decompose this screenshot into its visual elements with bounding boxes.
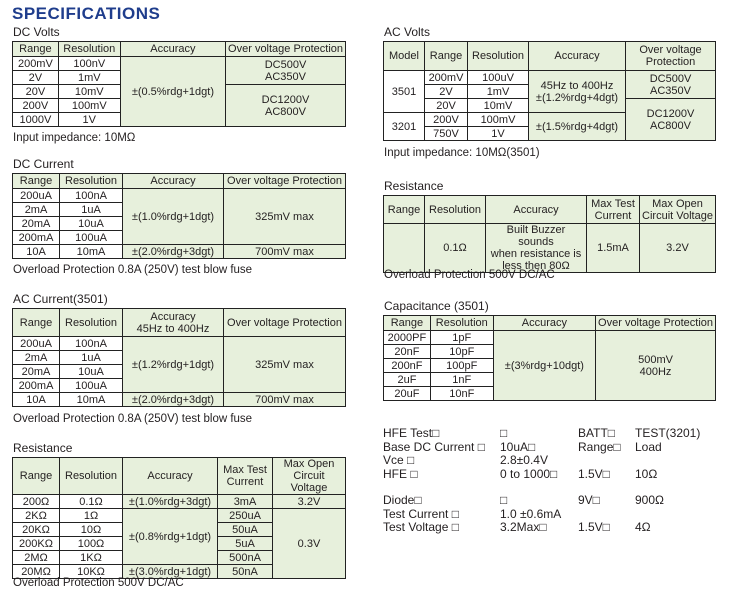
resolution-cell: 100uA bbox=[60, 231, 123, 245]
page-title: SPECIFICATIONS bbox=[12, 4, 161, 23]
ac-volts-table bbox=[383, 41, 716, 141]
dc-volts-table bbox=[12, 41, 346, 127]
hfe-test-label: HFE Test□ bbox=[383, 426, 440, 440]
accuracy-cell: ±(3%rdg+10dgt) bbox=[493, 331, 595, 401]
accuracy-cell: ±(1.2%rdg+1dgt) bbox=[123, 337, 224, 393]
overvoltage-cell: 500mV 400Hz bbox=[596, 331, 716, 401]
range-cell: 10A bbox=[13, 393, 60, 407]
test-current-label: Test Current □ bbox=[383, 506, 459, 521]
range-cell: 2mA bbox=[13, 203, 60, 217]
resolution-cell: 1pF bbox=[430, 331, 493, 345]
current-cell: 5uA bbox=[218, 537, 273, 551]
current-cell: 500nA bbox=[218, 551, 273, 565]
range-cell: 2V bbox=[425, 85, 468, 99]
resolution-cell: 1KΩ bbox=[60, 551, 123, 565]
resolution-cell: 10uA bbox=[60, 217, 123, 231]
resolution-cell: 1V bbox=[58, 113, 120, 127]
header-overvoltage: Over voltage Protection bbox=[224, 174, 346, 189]
range-cell: 200mV bbox=[13, 57, 59, 71]
header-resolution: Resolution bbox=[430, 316, 493, 331]
range-cell: 20MΩ bbox=[13, 565, 60, 579]
range-cell: 2V bbox=[13, 71, 59, 85]
header-max-test-current: Max Test Current bbox=[218, 458, 273, 495]
dc-volts-heading: DC Volts bbox=[13, 25, 60, 39]
resistance-buzzer-table bbox=[383, 195, 716, 273]
accuracy-cell: 45Hz to 400Hz ±(1.2%rdg+4dgt) bbox=[529, 71, 626, 113]
header-model: Model bbox=[384, 42, 425, 71]
header-accuracy: Accuracy bbox=[529, 42, 626, 71]
overvoltage-cell: 325mV max bbox=[224, 337, 346, 393]
accuracy-cell: ±(1.0%rdg+3dgt) bbox=[123, 495, 218, 509]
resolution-cell: 100pF bbox=[430, 359, 493, 373]
accuracy-cell: ±(1.0%rdg+1dgt) bbox=[123, 189, 224, 245]
header-accuracy: Accuracy bbox=[123, 458, 218, 495]
header-resolution: Resolution bbox=[60, 458, 123, 495]
range-cell: 2uF bbox=[384, 373, 431, 387]
overvoltage-cell: 700mV max bbox=[224, 393, 346, 407]
capacitance-heading: Capacitance (3501) bbox=[384, 299, 489, 313]
header-accuracy: Accuracy bbox=[493, 316, 595, 331]
table-row bbox=[13, 495, 346, 509]
hfe-value: 0 to 1000□ bbox=[500, 466, 558, 481]
hfe-test-value: □ bbox=[500, 426, 508, 440]
resolution-cell: 1uA bbox=[60, 203, 123, 217]
range-cell: 2MΩ bbox=[13, 551, 60, 565]
ac-current-heading: AC Current(3501) bbox=[13, 292, 108, 306]
resolution-cell: 0.1Ω bbox=[60, 495, 123, 509]
ac-volts-note: Input impedance: 10MΩ(3501) bbox=[384, 147, 540, 159]
range-cell: 20V bbox=[13, 85, 59, 99]
resolution-cell: 10mA bbox=[60, 393, 123, 407]
resolution-cell: 1nF bbox=[430, 373, 493, 387]
resistance-table bbox=[12, 457, 346, 579]
overvoltage-cell: DC1200V AC800V bbox=[626, 99, 716, 141]
resolution-cell: 10mV bbox=[468, 99, 529, 113]
header-range: Range bbox=[384, 196, 425, 224]
voltage-cell: 0.3V bbox=[273, 509, 346, 579]
resolution-cell: 100mV bbox=[468, 113, 529, 127]
header-resolution: Resolution bbox=[58, 42, 120, 57]
header-max-test-current: Max Test Current bbox=[587, 196, 640, 224]
table-row bbox=[13, 189, 346, 203]
resolution-cell: 100uA bbox=[60, 379, 123, 393]
range-cell: 200mV bbox=[425, 71, 468, 85]
resolution-cell: 100mV bbox=[58, 99, 120, 113]
resolution-cell: 10KΩ bbox=[60, 565, 123, 579]
range-cell: 200V bbox=[425, 113, 468, 127]
header-resolution: Resolution bbox=[468, 42, 529, 71]
range-cell: 200uA bbox=[13, 189, 60, 203]
overvoltage-cell: DC500V AC350V bbox=[626, 71, 716, 99]
dc-current-table bbox=[12, 173, 346, 259]
resolution-cell: 1uA bbox=[60, 351, 123, 365]
accuracy-cell: ±(3.0%rdg+1dgt) bbox=[123, 565, 218, 579]
hfe-label: HFE □ bbox=[383, 466, 418, 481]
header-range: Range bbox=[13, 309, 60, 337]
ac-current-table bbox=[12, 308, 346, 407]
load-label: Load bbox=[635, 439, 662, 454]
resistance-buzzer-heading: Resistance bbox=[384, 179, 444, 193]
resolution-cell: 0.1Ω bbox=[425, 224, 486, 273]
resolution-cell: 10uA bbox=[60, 365, 123, 379]
range-cell: 20mA bbox=[13, 217, 60, 231]
header-accuracy: Accuracy 45Hz to 400Hz bbox=[123, 309, 224, 337]
resolution-cell: 1V bbox=[468, 127, 529, 141]
diode-load: 900Ω bbox=[635, 493, 664, 507]
test-current-value: 1.0 ±0.6mA bbox=[500, 506, 562, 521]
vce-label: Vce □ bbox=[383, 453, 415, 467]
accuracy-cell: ±(2.0%rdg+3dgt) bbox=[123, 245, 224, 259]
resolution-cell: 100nA bbox=[60, 337, 123, 351]
range-cell: 20KΩ bbox=[13, 523, 60, 537]
hfe-load: 10Ω bbox=[635, 466, 658, 481]
resolution-cell: 1Ω bbox=[60, 509, 123, 523]
resolution-cell: 10mA bbox=[60, 245, 123, 259]
test-voltage-label: Test Voltage □ bbox=[383, 520, 459, 534]
model-cell: 3201 bbox=[384, 113, 425, 141]
range-label: Range□ bbox=[578, 439, 621, 454]
table-row bbox=[13, 57, 346, 71]
header-range: Range bbox=[13, 174, 60, 189]
table-row bbox=[13, 337, 346, 351]
resolution-cell: 1mV bbox=[58, 71, 120, 85]
current-cell: 250uA bbox=[218, 509, 273, 523]
header-resolution: Resolution bbox=[425, 196, 486, 224]
resistance-note: Overload Protection 500V DC/AC bbox=[13, 577, 184, 589]
voltage-cell: 3.2V bbox=[640, 224, 716, 273]
accuracy-cell: ±(0.8%rdg+1dgt) bbox=[123, 509, 218, 565]
range-cell: 200Ω bbox=[13, 495, 60, 509]
current-cell: 1.5mA bbox=[587, 224, 640, 273]
range-cell: 750V bbox=[425, 127, 468, 141]
header-overvoltage: Over voltage Protection bbox=[596, 316, 716, 331]
range-cell: 200mA bbox=[13, 231, 60, 245]
header-max-open-voltage: Max Open Circuit Voltage bbox=[273, 458, 346, 495]
header-overvoltage: Over voltage Protection bbox=[626, 42, 716, 71]
header-accuracy: Accuracy bbox=[486, 196, 587, 224]
range-cell: 20mA bbox=[13, 365, 60, 379]
accuracy-cell: ±(1.5%rdg+4dgt) bbox=[529, 113, 626, 141]
range-cell: 200uA bbox=[13, 337, 60, 351]
capacitance-table bbox=[383, 315, 716, 401]
accuracy-cell: Built Buzzer sounds when resistance is less then 80Ω bbox=[486, 224, 587, 273]
table-row bbox=[384, 331, 716, 345]
table-row bbox=[384, 224, 716, 273]
range-cell: 1000V bbox=[13, 113, 59, 127]
range-cell: 20V bbox=[425, 99, 468, 113]
header-accuracy: Accuracy bbox=[120, 42, 225, 57]
accuracy-cell: ±(2.0%rdg+3dgt) bbox=[123, 393, 224, 407]
range-cell: 200mA bbox=[13, 379, 60, 393]
range-cell: 2mA bbox=[13, 351, 60, 365]
range-cell: 2KΩ bbox=[13, 509, 60, 523]
voltage-cell: 3.2V bbox=[273, 495, 346, 509]
test-voltage-load: 4Ω bbox=[635, 520, 651, 534]
table-row bbox=[13, 509, 346, 523]
diode-battery: 9V□ bbox=[578, 493, 600, 507]
header-range: Range bbox=[13, 458, 60, 495]
header-overvoltage: Over voltage Protection bbox=[224, 309, 346, 337]
overvoltage-cell: 325mV max bbox=[224, 189, 346, 245]
accuracy-cell: ±(0.5%rdg+1dgt) bbox=[120, 57, 225, 127]
overvoltage-cell: 700mV max bbox=[224, 245, 346, 259]
header-range: Range bbox=[13, 42, 59, 57]
overvoltage-cell: DC1200V AC800V bbox=[226, 85, 346, 127]
range-cell: 200KΩ bbox=[13, 537, 60, 551]
current-cell: 50uA bbox=[218, 523, 273, 537]
test-voltage-battery: 1.5V□ bbox=[578, 520, 610, 534]
range-cell: 200nF bbox=[384, 359, 431, 373]
current-cell: 50nA bbox=[218, 565, 273, 579]
resolution-cell: 100Ω bbox=[60, 537, 123, 551]
header-range: Range bbox=[425, 42, 468, 71]
resolution-cell: 10pF bbox=[430, 345, 493, 359]
resolution-cell: 10mV bbox=[58, 85, 120, 99]
model-cell: 3501 bbox=[384, 71, 425, 113]
resolution-cell: 10Ω bbox=[60, 523, 123, 537]
resolution-cell: 100uV bbox=[468, 71, 529, 85]
resolution-cell: 100nV bbox=[58, 57, 120, 71]
hfe-battery: 1.5V□ bbox=[578, 466, 610, 481]
range-cell: 20uF bbox=[384, 387, 431, 401]
range-cell bbox=[384, 224, 425, 273]
dc-current-heading: DC Current bbox=[13, 157, 74, 171]
dc-volts-note: Input impedance: 10MΩ bbox=[13, 132, 136, 144]
table-row bbox=[13, 245, 346, 259]
header-accuracy: Accuracy bbox=[123, 174, 224, 189]
header-resolution: Resolution bbox=[60, 309, 123, 337]
table-row bbox=[13, 393, 346, 407]
resistance-heading: Resistance bbox=[13, 441, 73, 455]
base-current-label: Base DC Current □ bbox=[383, 439, 485, 454]
range-cell: 20nF bbox=[384, 345, 431, 359]
vce-value: 2.8±0.4V bbox=[500, 453, 548, 467]
resolution-cell: 10nF bbox=[430, 387, 493, 401]
ac-volts-heading: AC Volts bbox=[384, 25, 431, 39]
hfe-test-model: TEST(3201) bbox=[635, 426, 701, 440]
test-voltage-value: 3.2Max□ bbox=[500, 520, 547, 534]
range-cell: 2000PF bbox=[384, 331, 431, 345]
header-max-open-voltage: Max Open Circuit Voltage bbox=[640, 196, 716, 224]
resolution-cell: 1mV bbox=[468, 85, 529, 99]
resolution-cell: 100nA bbox=[60, 189, 123, 203]
header-resolution: Resolution bbox=[60, 174, 123, 189]
resistance-buzzer-note: Overload Protection 500V DC/AC bbox=[384, 269, 555, 281]
diode-value: □ bbox=[500, 493, 508, 507]
overvoltage-cell: DC500V AC350V bbox=[226, 57, 346, 85]
dc-current-note: Overload Protection 0.8A (250V) test blow fuse bbox=[13, 264, 253, 276]
header-overvoltage: Over voltage Protection bbox=[226, 42, 346, 57]
range-cell: 10A bbox=[13, 245, 60, 259]
ac-current-note: Overload Protection 0.8A (250V) test blow fuse bbox=[13, 413, 253, 425]
diode-label: Diode□ bbox=[383, 493, 422, 507]
hfe-batt-label: BATT□ bbox=[578, 426, 616, 440]
current-cell: 3mA bbox=[218, 495, 273, 509]
header-range: Range bbox=[384, 316, 431, 331]
base-current-value: 10uA□ bbox=[500, 439, 536, 454]
range-cell: 200V bbox=[13, 99, 59, 113]
table-row bbox=[384, 71, 716, 85]
